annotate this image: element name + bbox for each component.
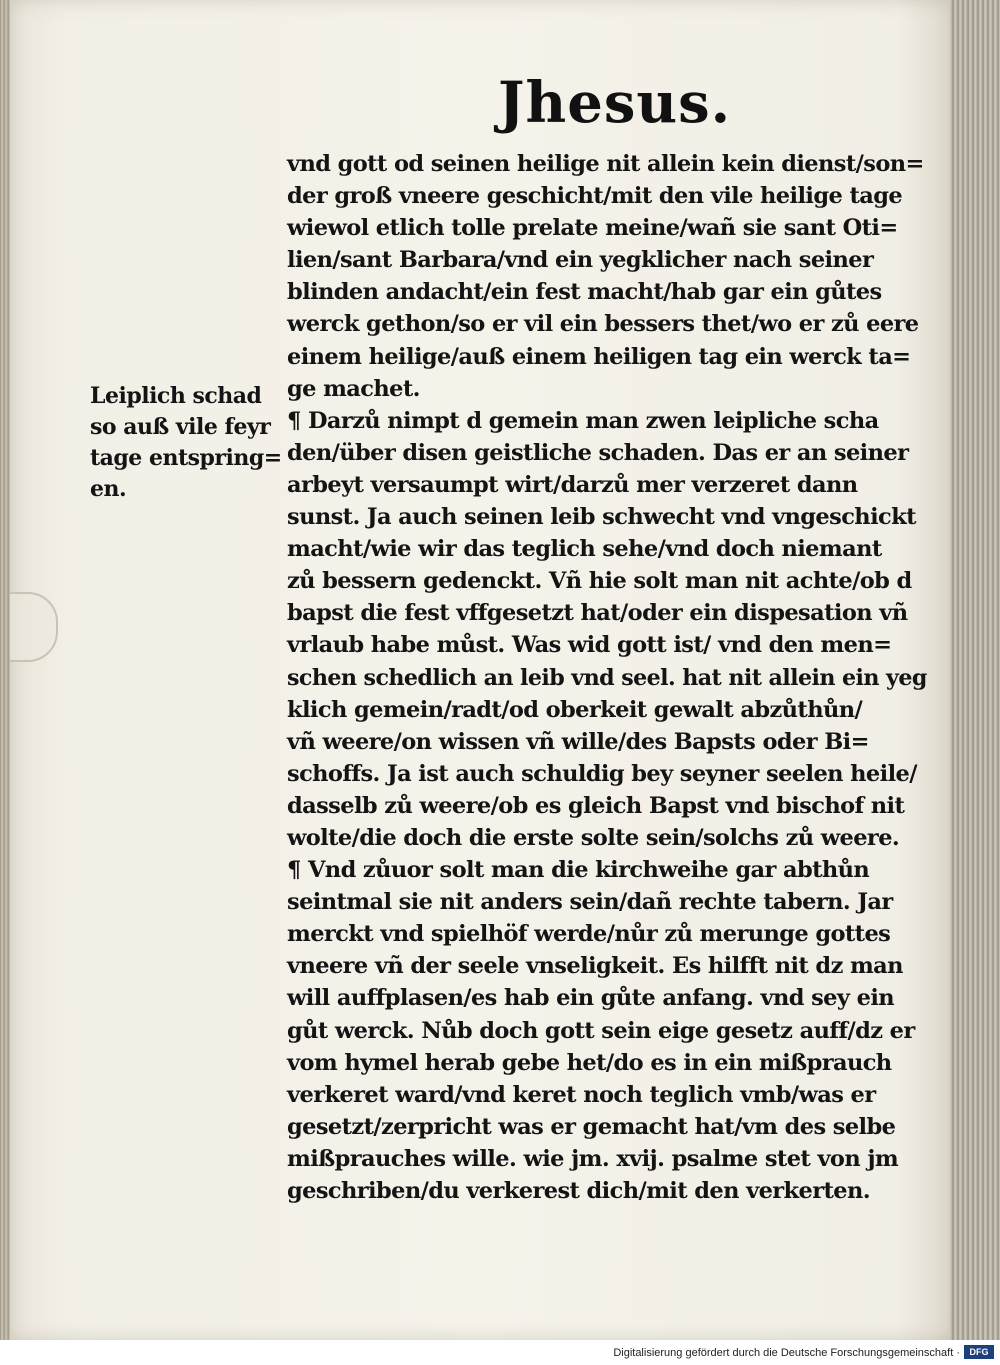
funding-credit: Digitalisierung gefördert durch die Deutsche Forschungsgemeinschaft · — [613, 1347, 960, 1359]
text-line: lien/sant Barbara/vnd ein yegklicher nach seiner — [287, 247, 874, 274]
text-line: einem heilige/auß einem heiligen tag ein werck ta= — [287, 343, 911, 370]
text-line: vñ weere/on wissen vñ wille/des Bapsts oder Bi= — [287, 728, 869, 755]
text-line: vneere vñ der seele vnseligkeit. Es hilfft nit dz man — [287, 953, 903, 980]
marginal-line: en. — [90, 476, 127, 502]
text-line: dasselb zů weere/ob es gleich Bapst vnd bischof nit — [287, 792, 905, 819]
text-line: vom hymel herab gebe het/do es in ein mißprauch — [287, 1049, 892, 1076]
text-line: den/über disen geistliche schaden. Das er an seiner — [287, 439, 909, 466]
text-line: blinden andacht/ein fest macht/hab gar ein gůtes — [287, 279, 882, 306]
text-line: merckt vnd spielhöf werde/nůr zů merunge gottes — [287, 921, 891, 948]
text-line: will auffplasen/es hab ein gůte anfang. vnd sey ein — [287, 985, 895, 1012]
text-line: ¶ Vnd zůuor solt man die kirchweihe gar abthůn — [287, 857, 870, 884]
text-line: schoffs. Ja ist auch schuldig bey seyner seelen heile/ — [287, 760, 917, 787]
text-line: der groß vneere geschicht/mit den vile heilige tage — [287, 183, 903, 210]
book-page — [10, 0, 955, 1340]
text-line: werck gethon/so er vil ein bessers thet/wo er zů eere — [287, 311, 919, 338]
marginal-note — [90, 381, 280, 505]
text-line: mißprauches wille. wie jm. xvij. psalme stet von jm — [287, 1145, 899, 1172]
text-line: gesetzt/zerpricht was er gemacht hat/vm des selbe — [287, 1113, 896, 1140]
text-line: ge machet. — [287, 375, 420, 402]
marginal-line: tage entspring= — [90, 445, 282, 471]
text-line: geschriben/du verkerest dich/mit den verkerten. — [287, 1178, 871, 1204]
main-text-block — [287, 148, 927, 1207]
text-line: gůt werck. Nůb doch gott sein eige gesetz auff/dz er — [287, 1017, 915, 1044]
text-line: seintmal sie nit anders sein/dañ rechte tabern. Jar — [287, 889, 893, 916]
text-line: macht/wie wir das teglich sehe/vnd doch niemant — [287, 536, 882, 563]
text-line: vrlaub habe můst. Was wid gott ist/ vnd den men= — [287, 632, 892, 659]
text-line: vnd gott od seinen heilige nit allein kein dienst/son= — [287, 151, 924, 177]
footer-bar — [0, 1340, 1000, 1365]
marginal-line: so auß vile feyr — [90, 414, 271, 440]
text-line: ¶ Darzů nimpt d gemein man zwen leipliche scha — [287, 407, 879, 434]
text-line: wolte/die doch die erste solte sein/solchs zů weere. — [287, 824, 900, 851]
text-line: verkeret ward/vnd keret noch teglich vmb/was er — [287, 1081, 876, 1108]
text-line: bapst die fest vffgesetzt hat/oder ein dispesation vñ — [287, 600, 908, 627]
text-line: zů bessern gedenckt. Vñ hie solt man nit achte/ob d — [287, 568, 912, 595]
text-line: arbeyt versaumpt wirt/darzů mer verzeret dann — [287, 471, 858, 498]
marginal-line: Leiplich schad — [90, 383, 262, 409]
page-header: Jhesus. — [498, 70, 732, 136]
dfg-logo: DFG — [964, 1345, 994, 1359]
text-line: wiewol etlich tolle prelate meine/wañ sie sant Oti= — [287, 215, 898, 242]
text-line: sunst. Ja auch seinen leib schwecht vnd vngeschickt — [287, 504, 916, 531]
bookmark-tab — [10, 592, 58, 662]
text-line: klich gemein/radt/od oberkeit gewalt abzůthůn/ — [287, 696, 863, 723]
right-page-edges — [950, 0, 1000, 1340]
text-line: schen schedlich an leib vnd seel. hat nit allein ein yeg — [287, 664, 927, 691]
